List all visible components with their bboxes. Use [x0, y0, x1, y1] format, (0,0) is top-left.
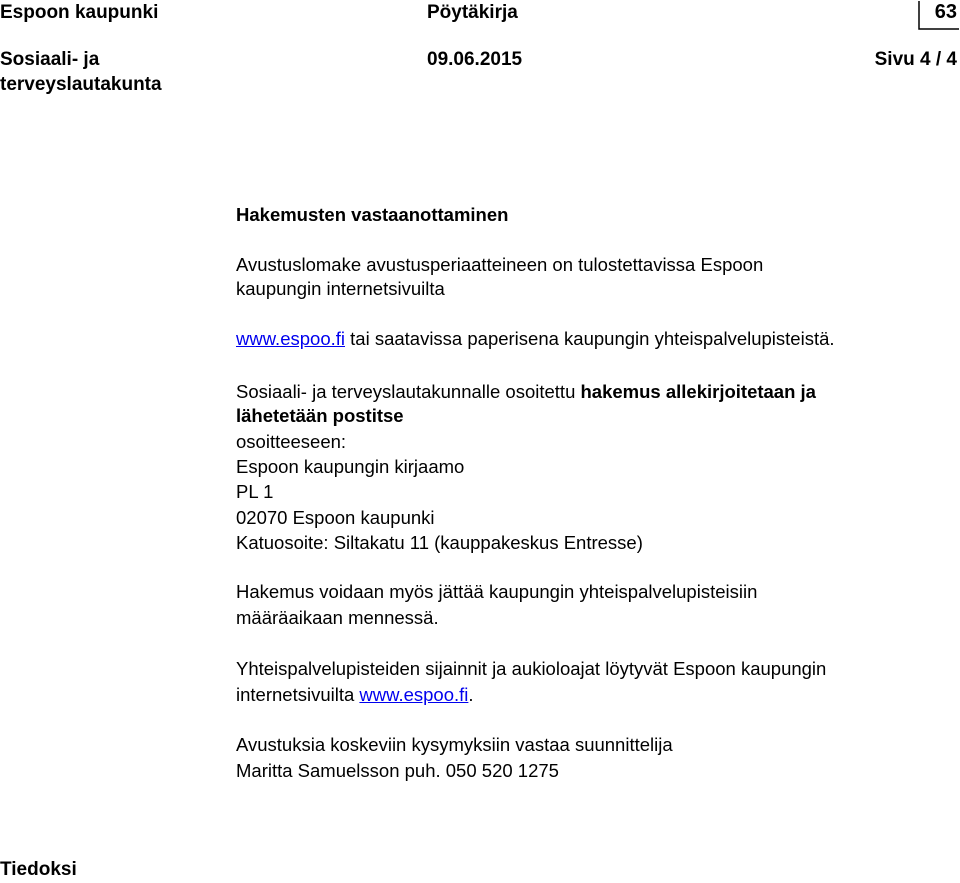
paragraph-1-line-1: Avustuslomake avustusperiaatteineen on tulostettavissa Espoon [236, 254, 764, 275]
contact-line-1: Avustuksia koskeviin kysymyksiin vastaa suunnittelija [236, 734, 673, 755]
espoo-website-link[interactable]: www.espoo.fi [236, 328, 345, 349]
section-heading: Hakemusten vastaanottaminen [236, 204, 509, 225]
paragraph-3-prefix: Sosiaali- ja terveyslautakunnalle osoitettu [236, 381, 581, 402]
paragraph-3-emphasis-2: lähetetään postitse [236, 405, 404, 426]
paragraph-3-emphasis-1: hakemus allekirjoitetaan ja [580, 381, 816, 402]
paragraph-2-text: tai saatavissa paperisena kaupungin yhteispalvelupisteistä. [345, 328, 835, 349]
paragraph-4-line-2: määräaikaan mennessä. [236, 607, 439, 628]
committee-name-line2: terveyslautakunta [0, 74, 162, 95]
doc-type: Pöytäkirja [427, 2, 518, 23]
committee-name-line1: Sosiaali- ja [0, 49, 100, 70]
paragraph-4-line-1: Hakemus voidaan myös jättää kaupungin yhteispalvelupisteisiin [236, 581, 758, 602]
address-line-2: PL 1 [236, 481, 274, 502]
meeting-date: 09.06.2015 [427, 49, 523, 70]
contact-line-2: Maritta Samuelsson puh. 050 520 1275 [236, 760, 559, 781]
espoo-website-link-2[interactable]: www.espoo.fi [359, 684, 469, 705]
address-line-4: Katuosoite: Siltakatu 11 (kauppakeskus Entresse) [236, 532, 643, 553]
paragraph-3-line-1 [236, 380, 816, 404]
minutes-number-box [918, 0, 960, 30]
org-name: Espoon kaupunki [0, 2, 159, 23]
address-line-3: 02070 Espoon kaupunki [236, 507, 435, 528]
address-line-1: Espoon kaupungin kirjaamo [236, 456, 465, 477]
paragraph-5-prefix: internetsivuilta [236, 684, 360, 705]
page-indicator: Sivu 4 / 4 [874, 49, 957, 70]
tiedoksi-heading: Tiedoksi [0, 859, 77, 880]
paragraph-5-line-2 [236, 683, 474, 707]
paragraph-5-suffix: . [468, 684, 474, 705]
paragraph-5-line-1: Yhteispalvelupisteiden sijainnit ja aukioloajat löytyvät Espoon kaupungin [236, 658, 827, 679]
address-intro: osoitteeseen: [236, 431, 347, 452]
minutes-number: 63 [934, 1, 957, 23]
paragraph-1-line-2: kaupungin internetsivuilta [236, 278, 445, 299]
paragraph-2 [236, 327, 835, 351]
